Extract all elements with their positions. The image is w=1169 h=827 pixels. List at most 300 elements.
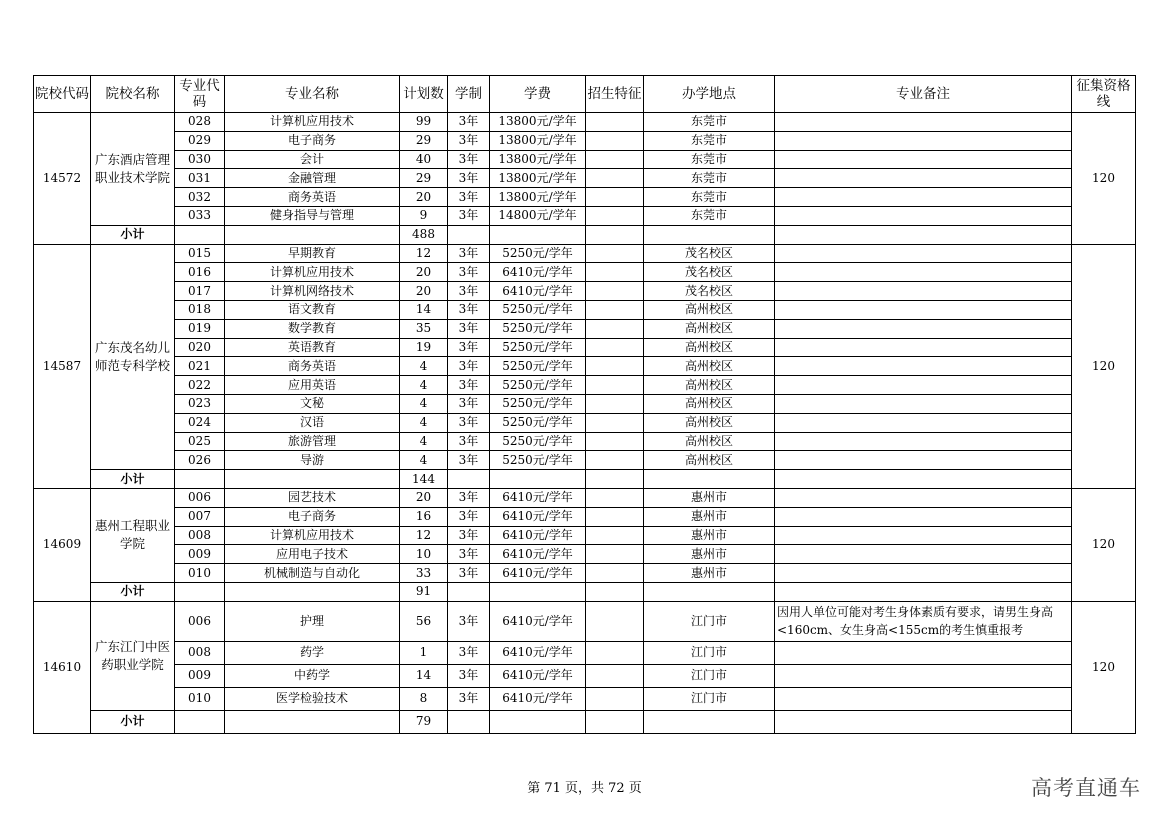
location-cell: 东莞市 bbox=[644, 206, 775, 225]
empty-cell bbox=[448, 470, 490, 489]
note-cell bbox=[775, 169, 1072, 188]
note-cell bbox=[775, 641, 1072, 664]
header-years: 学制 bbox=[448, 76, 490, 113]
header-school-code: 院校代码 bbox=[34, 76, 91, 113]
table-row bbox=[34, 376, 1136, 395]
empty-cell bbox=[644, 710, 775, 733]
major-name-cell: 导游 bbox=[225, 451, 400, 470]
location-cell: 高州校区 bbox=[644, 451, 775, 470]
location-cell: 茂名校区 bbox=[644, 244, 775, 263]
plan-count-cell: 20 bbox=[400, 263, 448, 282]
cutoff-line-cell: 120 bbox=[1072, 488, 1136, 601]
note-cell bbox=[775, 357, 1072, 376]
note-cell bbox=[775, 131, 1072, 150]
location-cell: 茂名校区 bbox=[644, 282, 775, 301]
major-code-cell: 024 bbox=[175, 413, 225, 432]
note-cell bbox=[775, 394, 1072, 413]
feature-cell bbox=[586, 188, 644, 207]
major-code-cell: 006 bbox=[175, 601, 225, 641]
empty-cell bbox=[644, 225, 775, 244]
major-name-cell: 应用英语 bbox=[225, 376, 400, 395]
table-row bbox=[34, 451, 1136, 470]
major-code-cell: 006 bbox=[175, 488, 225, 507]
header-location: 办学地点 bbox=[644, 76, 775, 113]
location-cell: 江门市 bbox=[644, 687, 775, 710]
fee-cell: 5250元/学年 bbox=[490, 413, 586, 432]
feature-cell bbox=[586, 545, 644, 564]
table-row bbox=[34, 338, 1136, 357]
years-cell: 3年 bbox=[448, 113, 490, 132]
location-cell: 高州校区 bbox=[644, 413, 775, 432]
fee-cell: 5250元/学年 bbox=[490, 319, 586, 338]
table-row bbox=[34, 206, 1136, 225]
fee-cell: 6410元/学年 bbox=[490, 664, 586, 687]
feature-cell bbox=[586, 169, 644, 188]
fee-cell: 5250元/学年 bbox=[490, 394, 586, 413]
major-name-cell: 园艺技术 bbox=[225, 488, 400, 507]
empty-cell bbox=[225, 470, 400, 489]
plan-count-cell: 4 bbox=[400, 413, 448, 432]
fee-cell: 6410元/学年 bbox=[490, 507, 586, 526]
major-code-cell: 007 bbox=[175, 507, 225, 526]
header-row bbox=[34, 76, 1136, 113]
school-name-cell: 广东江门中医药职业学院 bbox=[91, 601, 175, 710]
plan-count-cell: 8 bbox=[400, 687, 448, 710]
header-feature: 招生特征 bbox=[586, 76, 644, 113]
note-cell bbox=[775, 188, 1072, 207]
major-name-cell: 医学检验技术 bbox=[225, 687, 400, 710]
table-row bbox=[34, 188, 1136, 207]
major-code-cell: 016 bbox=[175, 263, 225, 282]
empty-cell bbox=[775, 470, 1072, 489]
location-cell: 东莞市 bbox=[644, 169, 775, 188]
empty-cell bbox=[225, 582, 400, 601]
years-cell: 3年 bbox=[448, 319, 490, 338]
school-code-cell: 14572 bbox=[34, 113, 91, 245]
empty-cell bbox=[490, 710, 586, 733]
subtotal-row bbox=[34, 582, 1136, 601]
plan-count-cell: 29 bbox=[400, 131, 448, 150]
table-row bbox=[34, 687, 1136, 710]
feature-cell bbox=[586, 641, 644, 664]
location-cell: 东莞市 bbox=[644, 113, 775, 132]
fee-cell: 5250元/学年 bbox=[490, 357, 586, 376]
years-cell: 3年 bbox=[448, 131, 490, 150]
cutoff-line-cell: 120 bbox=[1072, 244, 1136, 488]
fee-cell: 5250元/学年 bbox=[490, 432, 586, 451]
years-cell: 3年 bbox=[448, 664, 490, 687]
years-cell: 3年 bbox=[448, 357, 490, 376]
fee-cell: 6410元/学年 bbox=[490, 263, 586, 282]
major-name-cell: 商务英语 bbox=[225, 357, 400, 376]
feature-cell bbox=[586, 432, 644, 451]
plan-count-cell: 20 bbox=[400, 188, 448, 207]
major-code-cell: 030 bbox=[175, 150, 225, 169]
note-cell bbox=[775, 413, 1072, 432]
location-cell: 江门市 bbox=[644, 664, 775, 687]
header-major-name: 专业名称 bbox=[225, 76, 400, 113]
major-name-cell: 数学教育 bbox=[225, 319, 400, 338]
fee-cell: 5250元/学年 bbox=[490, 300, 586, 319]
table-row bbox=[34, 507, 1136, 526]
cutoff-line-cell: 120 bbox=[1072, 113, 1136, 245]
subtotal-label: 小计 bbox=[91, 225, 175, 244]
location-cell: 高州校区 bbox=[644, 300, 775, 319]
table-body bbox=[34, 113, 1136, 734]
empty-cell bbox=[586, 225, 644, 244]
note-cell bbox=[775, 564, 1072, 583]
admissions-table bbox=[33, 75, 1136, 734]
empty-cell bbox=[175, 470, 225, 489]
major-name-cell: 应用电子技术 bbox=[225, 545, 400, 564]
empty-cell bbox=[448, 225, 490, 244]
major-code-cell: 008 bbox=[175, 641, 225, 664]
major-code-cell: 026 bbox=[175, 451, 225, 470]
major-name-cell: 会计 bbox=[225, 150, 400, 169]
plan-count-cell: 99 bbox=[400, 113, 448, 132]
feature-cell bbox=[586, 687, 644, 710]
table-row bbox=[34, 357, 1136, 376]
years-cell: 3年 bbox=[448, 641, 490, 664]
empty-cell bbox=[775, 582, 1072, 601]
empty-cell bbox=[775, 710, 1072, 733]
school-code-cell: 14610 bbox=[34, 601, 91, 733]
empty-cell bbox=[775, 225, 1072, 244]
subtotal-value: 79 bbox=[400, 710, 448, 733]
major-code-cell: 020 bbox=[175, 338, 225, 357]
note-cell bbox=[775, 319, 1072, 338]
note-cell bbox=[775, 451, 1072, 470]
school-name-cell: 广东酒店管理职业技术学院 bbox=[91, 113, 175, 226]
table-row bbox=[34, 394, 1136, 413]
note-cell bbox=[775, 244, 1072, 263]
header-cutoff-line: 征集资格线 bbox=[1072, 76, 1136, 113]
plan-count-cell: 4 bbox=[400, 376, 448, 395]
empty-cell bbox=[586, 470, 644, 489]
cutoff-line-cell: 120 bbox=[1072, 601, 1136, 733]
years-cell: 3年 bbox=[448, 188, 490, 207]
feature-cell bbox=[586, 507, 644, 526]
major-code-cell: 017 bbox=[175, 282, 225, 301]
years-cell: 3年 bbox=[448, 338, 490, 357]
plan-count-cell: 12 bbox=[400, 526, 448, 545]
plan-count-cell: 14 bbox=[400, 664, 448, 687]
years-cell: 3年 bbox=[448, 282, 490, 301]
years-cell: 3年 bbox=[448, 150, 490, 169]
major-code-cell: 008 bbox=[175, 526, 225, 545]
major-code-cell: 010 bbox=[175, 564, 225, 583]
years-cell: 3年 bbox=[448, 488, 490, 507]
years-cell: 3年 bbox=[448, 545, 490, 564]
location-cell: 惠州市 bbox=[644, 507, 775, 526]
major-code-cell: 015 bbox=[175, 244, 225, 263]
header-fee: 学费 bbox=[490, 76, 586, 113]
feature-cell bbox=[586, 664, 644, 687]
plan-count-cell: 56 bbox=[400, 601, 448, 641]
note-cell bbox=[775, 150, 1072, 169]
plan-count-cell: 12 bbox=[400, 244, 448, 263]
table-row bbox=[34, 432, 1136, 451]
empty-cell bbox=[175, 582, 225, 601]
fee-cell: 5250元/学年 bbox=[490, 338, 586, 357]
major-name-cell: 计算机网络技术 bbox=[225, 282, 400, 301]
major-code-cell: 023 bbox=[175, 394, 225, 413]
major-code-cell: 029 bbox=[175, 131, 225, 150]
plan-count-cell: 10 bbox=[400, 545, 448, 564]
table-row bbox=[34, 319, 1136, 338]
empty-cell bbox=[448, 710, 490, 733]
fee-cell: 6410元/学年 bbox=[490, 282, 586, 301]
major-name-cell: 机械制造与自动化 bbox=[225, 564, 400, 583]
years-cell: 3年 bbox=[448, 413, 490, 432]
header-school-name: 院校名称 bbox=[91, 76, 175, 113]
note-cell bbox=[775, 664, 1072, 687]
note-cell bbox=[775, 300, 1072, 319]
location-cell: 惠州市 bbox=[644, 564, 775, 583]
feature-cell bbox=[586, 488, 644, 507]
subtotal-label: 小计 bbox=[91, 710, 175, 733]
plan-count-cell: 20 bbox=[400, 282, 448, 301]
feature-cell bbox=[586, 394, 644, 413]
years-cell: 3年 bbox=[448, 507, 490, 526]
plan-count-cell: 35 bbox=[400, 319, 448, 338]
fee-cell: 6410元/学年 bbox=[490, 526, 586, 545]
location-cell: 惠州市 bbox=[644, 526, 775, 545]
table-row bbox=[34, 244, 1136, 263]
note-cell bbox=[775, 687, 1072, 710]
fee-cell: 6410元/学年 bbox=[490, 641, 586, 664]
fee-cell: 5250元/学年 bbox=[490, 451, 586, 470]
plan-count-cell: 14 bbox=[400, 300, 448, 319]
plan-count-cell: 40 bbox=[400, 150, 448, 169]
fee-cell: 13800元/学年 bbox=[490, 131, 586, 150]
table-row bbox=[34, 113, 1136, 132]
major-name-cell: 旅游管理 bbox=[225, 432, 400, 451]
school-name-cell: 惠州工程职业学院 bbox=[91, 488, 175, 582]
location-cell: 高州校区 bbox=[644, 432, 775, 451]
location-cell: 东莞市 bbox=[644, 188, 775, 207]
subtotal-label: 小计 bbox=[91, 470, 175, 489]
major-name-cell: 电子商务 bbox=[225, 507, 400, 526]
location-cell: 江门市 bbox=[644, 641, 775, 664]
years-cell: 3年 bbox=[448, 687, 490, 710]
note-cell bbox=[775, 113, 1072, 132]
table-row bbox=[34, 263, 1136, 282]
table-row bbox=[34, 564, 1136, 583]
subtotal-row bbox=[34, 470, 1136, 489]
note-cell bbox=[775, 338, 1072, 357]
empty-cell bbox=[225, 225, 400, 244]
plan-count-cell: 16 bbox=[400, 507, 448, 526]
feature-cell bbox=[586, 113, 644, 132]
feature-cell bbox=[586, 300, 644, 319]
plan-count-cell: 4 bbox=[400, 432, 448, 451]
note-cell bbox=[775, 263, 1072, 282]
table-row bbox=[34, 545, 1136, 564]
note-cell bbox=[775, 507, 1072, 526]
major-code-cell: 010 bbox=[175, 687, 225, 710]
major-code-cell: 031 bbox=[175, 169, 225, 188]
empty-cell bbox=[490, 582, 586, 601]
major-name-cell: 计算机应用技术 bbox=[225, 113, 400, 132]
plan-count-cell: 4 bbox=[400, 357, 448, 376]
feature-cell bbox=[586, 244, 644, 263]
major-name-cell: 早期教育 bbox=[225, 244, 400, 263]
feature-cell bbox=[586, 601, 644, 641]
years-cell: 3年 bbox=[448, 394, 490, 413]
fee-cell: 13800元/学年 bbox=[490, 150, 586, 169]
feature-cell bbox=[586, 263, 644, 282]
plan-count-cell: 4 bbox=[400, 451, 448, 470]
note-cell bbox=[775, 545, 1072, 564]
major-code-cell: 025 bbox=[175, 432, 225, 451]
fee-cell: 6410元/学年 bbox=[490, 687, 586, 710]
years-cell: 3年 bbox=[448, 564, 490, 583]
feature-cell bbox=[586, 357, 644, 376]
major-code-cell: 018 bbox=[175, 300, 225, 319]
major-name-cell: 英语教育 bbox=[225, 338, 400, 357]
major-name-cell: 计算机应用技术 bbox=[225, 263, 400, 282]
note-cell bbox=[775, 488, 1072, 507]
feature-cell bbox=[586, 131, 644, 150]
table-row bbox=[34, 169, 1136, 188]
feature-cell bbox=[586, 206, 644, 225]
table-row bbox=[34, 526, 1136, 545]
major-name-cell: 计算机应用技术 bbox=[225, 526, 400, 545]
fee-cell: 14800元/学年 bbox=[490, 206, 586, 225]
feature-cell bbox=[586, 150, 644, 169]
years-cell: 3年 bbox=[448, 376, 490, 395]
empty-cell bbox=[448, 582, 490, 601]
location-cell: 江门市 bbox=[644, 601, 775, 641]
watermark: 高考直通车 bbox=[1031, 776, 1141, 800]
note-cell bbox=[775, 376, 1072, 395]
years-cell: 3年 bbox=[448, 244, 490, 263]
empty-cell bbox=[644, 470, 775, 489]
major-name-cell: 文秘 bbox=[225, 394, 400, 413]
location-cell: 惠州市 bbox=[644, 545, 775, 564]
fee-cell: 6410元/学年 bbox=[490, 545, 586, 564]
years-cell: 3年 bbox=[448, 601, 490, 641]
major-name-cell: 商务英语 bbox=[225, 188, 400, 207]
empty-cell bbox=[490, 470, 586, 489]
feature-cell bbox=[586, 376, 644, 395]
feature-cell bbox=[586, 451, 644, 470]
table-row bbox=[34, 664, 1136, 687]
subtotal-row bbox=[34, 710, 1136, 733]
table-row bbox=[34, 601, 1136, 641]
fee-cell: 6410元/学年 bbox=[490, 488, 586, 507]
table-row bbox=[34, 413, 1136, 432]
location-cell: 高州校区 bbox=[644, 376, 775, 395]
major-name-cell: 语文教育 bbox=[225, 300, 400, 319]
plan-count-cell: 9 bbox=[400, 206, 448, 225]
subtotal-value: 91 bbox=[400, 582, 448, 601]
empty-cell bbox=[586, 710, 644, 733]
location-cell: 高州校区 bbox=[644, 357, 775, 376]
major-code-cell: 009 bbox=[175, 664, 225, 687]
school-name-cell: 广东茂名幼儿师范专科学校 bbox=[91, 244, 175, 470]
years-cell: 3年 bbox=[448, 169, 490, 188]
plan-count-cell: 4 bbox=[400, 394, 448, 413]
feature-cell bbox=[586, 526, 644, 545]
subtotal-row bbox=[34, 225, 1136, 244]
note-cell bbox=[775, 432, 1072, 451]
plan-count-cell: 29 bbox=[400, 169, 448, 188]
location-cell: 惠州市 bbox=[644, 488, 775, 507]
major-code-cell: 028 bbox=[175, 113, 225, 132]
table-row bbox=[34, 131, 1136, 150]
subtotal-value: 488 bbox=[400, 225, 448, 244]
years-cell: 3年 bbox=[448, 432, 490, 451]
table-row bbox=[34, 300, 1136, 319]
major-name-cell: 电子商务 bbox=[225, 131, 400, 150]
location-cell: 东莞市 bbox=[644, 131, 775, 150]
years-cell: 3年 bbox=[448, 526, 490, 545]
note-cell bbox=[775, 282, 1072, 301]
major-code-cell: 009 bbox=[175, 545, 225, 564]
major-code-cell: 021 bbox=[175, 357, 225, 376]
major-name-cell: 中药学 bbox=[225, 664, 400, 687]
major-name-cell: 健身指导与管理 bbox=[225, 206, 400, 225]
feature-cell bbox=[586, 564, 644, 583]
location-cell: 高州校区 bbox=[644, 394, 775, 413]
subtotal-value: 144 bbox=[400, 470, 448, 489]
empty-cell bbox=[490, 225, 586, 244]
fee-cell: 5250元/学年 bbox=[490, 376, 586, 395]
school-code-cell: 14609 bbox=[34, 488, 91, 601]
table-row bbox=[34, 641, 1136, 664]
fee-cell: 6410元/学年 bbox=[490, 564, 586, 583]
plan-count-cell: 33 bbox=[400, 564, 448, 583]
subtotal-label: 小计 bbox=[91, 582, 175, 601]
header-major-code: 专业代码 bbox=[175, 76, 225, 113]
years-cell: 3年 bbox=[448, 263, 490, 282]
location-cell: 东莞市 bbox=[644, 150, 775, 169]
header-note: 专业备注 bbox=[775, 76, 1072, 113]
fee-cell: 5250元/学年 bbox=[490, 244, 586, 263]
empty-cell bbox=[586, 582, 644, 601]
header-plan: 计划数 bbox=[400, 76, 448, 113]
major-code-cell: 022 bbox=[175, 376, 225, 395]
fee-cell: 6410元/学年 bbox=[490, 601, 586, 641]
fee-cell: 13800元/学年 bbox=[490, 188, 586, 207]
plan-count-cell: 20 bbox=[400, 488, 448, 507]
note-cell: 因用人单位可能对考生身体素质有要求，请男生身高<160cm、女生身高<155cm的考生慎重报考 bbox=[775, 601, 1072, 641]
feature-cell bbox=[586, 282, 644, 301]
table-row bbox=[34, 488, 1136, 507]
empty-cell bbox=[175, 225, 225, 244]
feature-cell bbox=[586, 319, 644, 338]
location-cell: 茂名校区 bbox=[644, 263, 775, 282]
years-cell: 3年 bbox=[448, 300, 490, 319]
empty-cell bbox=[644, 582, 775, 601]
years-cell: 3年 bbox=[448, 206, 490, 225]
feature-cell bbox=[586, 413, 644, 432]
empty-cell bbox=[225, 710, 400, 733]
years-cell: 3年 bbox=[448, 451, 490, 470]
major-code-cell: 019 bbox=[175, 319, 225, 338]
location-cell: 高州校区 bbox=[644, 338, 775, 357]
page-footer: 第 71 页，共 72 页 bbox=[527, 781, 642, 796]
note-cell bbox=[775, 206, 1072, 225]
plan-count-cell: 1 bbox=[400, 641, 448, 664]
major-name-cell: 药学 bbox=[225, 641, 400, 664]
feature-cell bbox=[586, 338, 644, 357]
major-name-cell: 金融管理 bbox=[225, 169, 400, 188]
major-name-cell: 汉语 bbox=[225, 413, 400, 432]
plan-count-cell: 19 bbox=[400, 338, 448, 357]
